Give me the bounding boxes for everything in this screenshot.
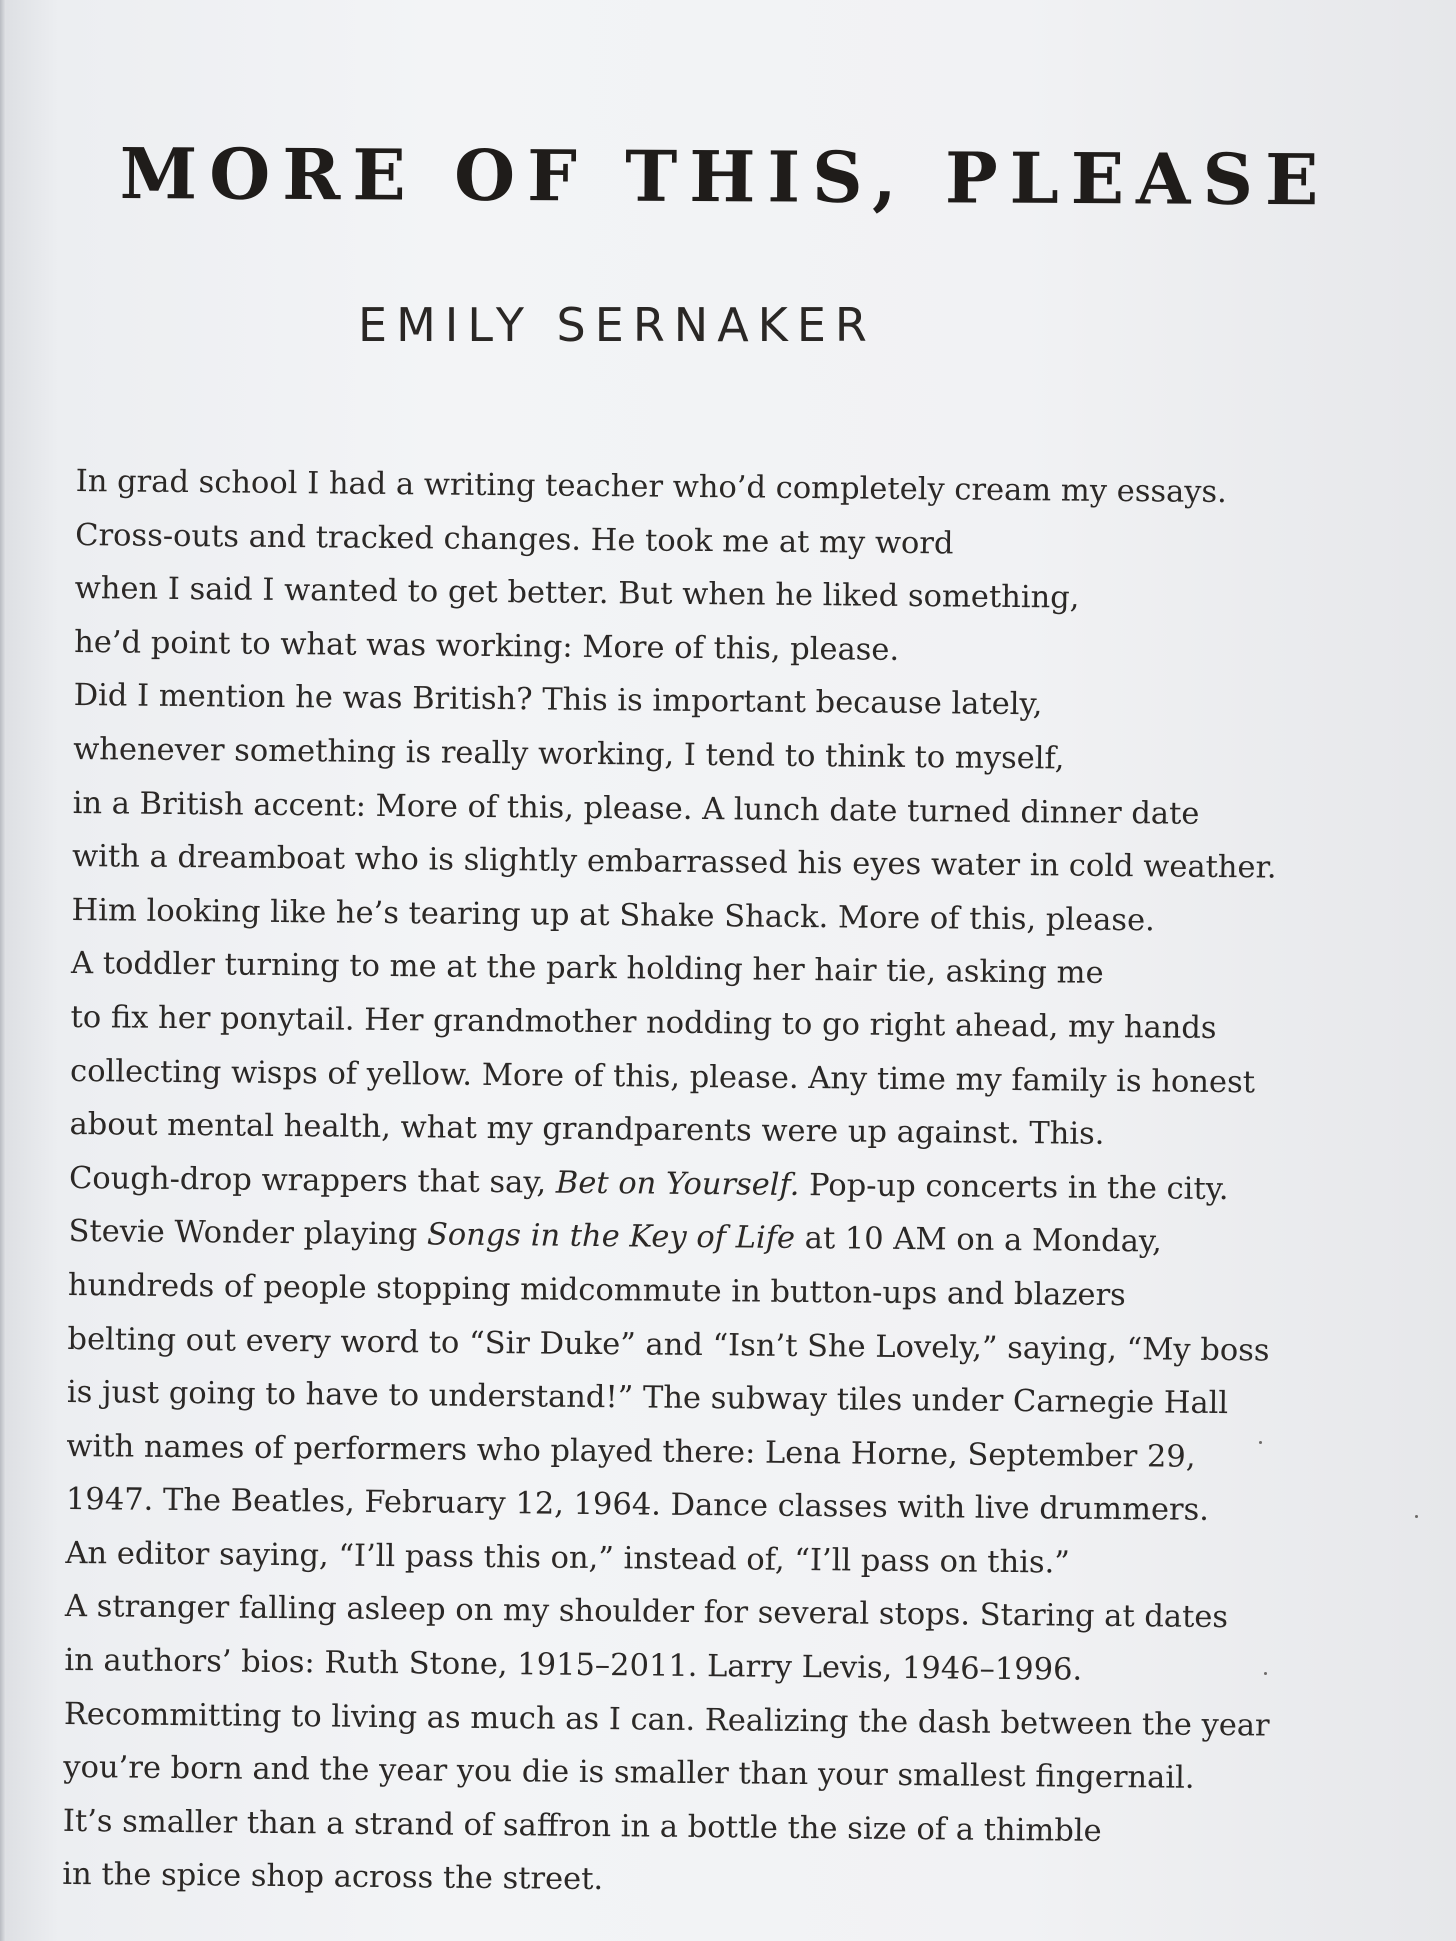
poem-title: MORE OF THIS, PLEASE	[119, 132, 1331, 222]
paper-speck	[1415, 1515, 1418, 1518]
poem-line: is just going to have to understand!” The subway tiles under Carnegie Hall	[66, 1375, 1229, 1422]
poem-line: in the spice shop across the street.	[62, 1857, 604, 1898]
poem-line: In grad school I had a writing teacher who’d completely cream my essays.	[75, 463, 1228, 511]
paper-speck	[1259, 1441, 1262, 1444]
line-text: Pop-up concerts in the city.	[799, 1167, 1229, 1207]
poem-line: about mental health, what my grandparents were up against. This.	[69, 1107, 1105, 1153]
poem-line: Did I mention he was British? This is important because lately,	[73, 678, 1043, 723]
poem-line: in authors’ bios: Ruth Stone, 1915–2011. Larry Levis, 1946–1996.	[64, 1643, 1083, 1688]
time-abbreviation: AM	[893, 1222, 947, 1258]
poem-line: he’d point to what was working: More of this, please.	[74, 624, 900, 668]
poem-line: hundreds of people stopping midcommute in button-ups and blazers	[67, 1267, 1126, 1314]
poem-body	[62, 455, 1277, 1913]
poem-line: when I said I wanted to get better. But when he liked something,	[74, 571, 1080, 616]
poem-line: It’s smaller than a strand of saffron in a bottle the size of a thimble	[62, 1803, 1102, 1849]
line-text: Cough-drop wrappers that say,	[68, 1160, 557, 1201]
poem-line: 1947. The Beatles, February 12, 1964. Dance classes with live drummers.	[65, 1482, 1210, 1529]
paper-speck	[1264, 1672, 1267, 1675]
poem-line: to fix her ponytail. Her grandmother nodding to go right ahead, my hands	[70, 999, 1217, 1046]
poem-line: you’re born and the year you die is smaller than your smallest fingernail.	[63, 1750, 1195, 1797]
poem-line: belting out every word to “Sir Duke” and “Isn’t She Lovely,” saying, “My boss	[67, 1321, 1270, 1368]
poem-line: Him looking like he’s tearing up at Shake Shack. More of this, please.	[71, 892, 1155, 939]
line-text: on a Monday,	[946, 1222, 1162, 1260]
poem-line: An editor saying, “I’ll pass this on,” instead of, “I’ll pass on this.”	[65, 1535, 1071, 1581]
poem-line: A stranger falling asleep on my shoulder for several stops. Staring at dates	[64, 1589, 1229, 1636]
author-name: EMILY SERNAKER	[358, 298, 876, 352]
poem-line: with a dreamboat who is slightly embarrassed his eyes water in cold weather.	[71, 839, 1277, 886]
poem-line: collecting wisps of yellow. More of this, please. Any time my family is honest	[69, 1053, 1256, 1100]
line-text: Stevie Wonder playing	[68, 1214, 428, 1253]
poem-line: Recommitting to living as much as I can. Realizing the dash between the year	[63, 1696, 1270, 1744]
page-edge-shadow	[0, 0, 6, 1941]
poem-line: with names of performers who played there: Lena Horne, September 29,	[66, 1428, 1196, 1475]
italic-title: Songs in the Key of Life	[426, 1217, 796, 1257]
poem-line: Cross-outs and tracked changes. He took me at my word	[75, 517, 954, 562]
poem-line: in a British accent: More of this, please. A lunch date turned dinner date	[72, 785, 1200, 832]
italic-title: Bet on Yourself.	[555, 1165, 800, 1203]
line-text: at 10	[794, 1221, 894, 1258]
poem-line: whenever something is really working, I tend to think to myself,	[73, 731, 1065, 777]
poem-line: A toddler turning to me at the park holding her hair tie, asking me	[70, 946, 1104, 992]
